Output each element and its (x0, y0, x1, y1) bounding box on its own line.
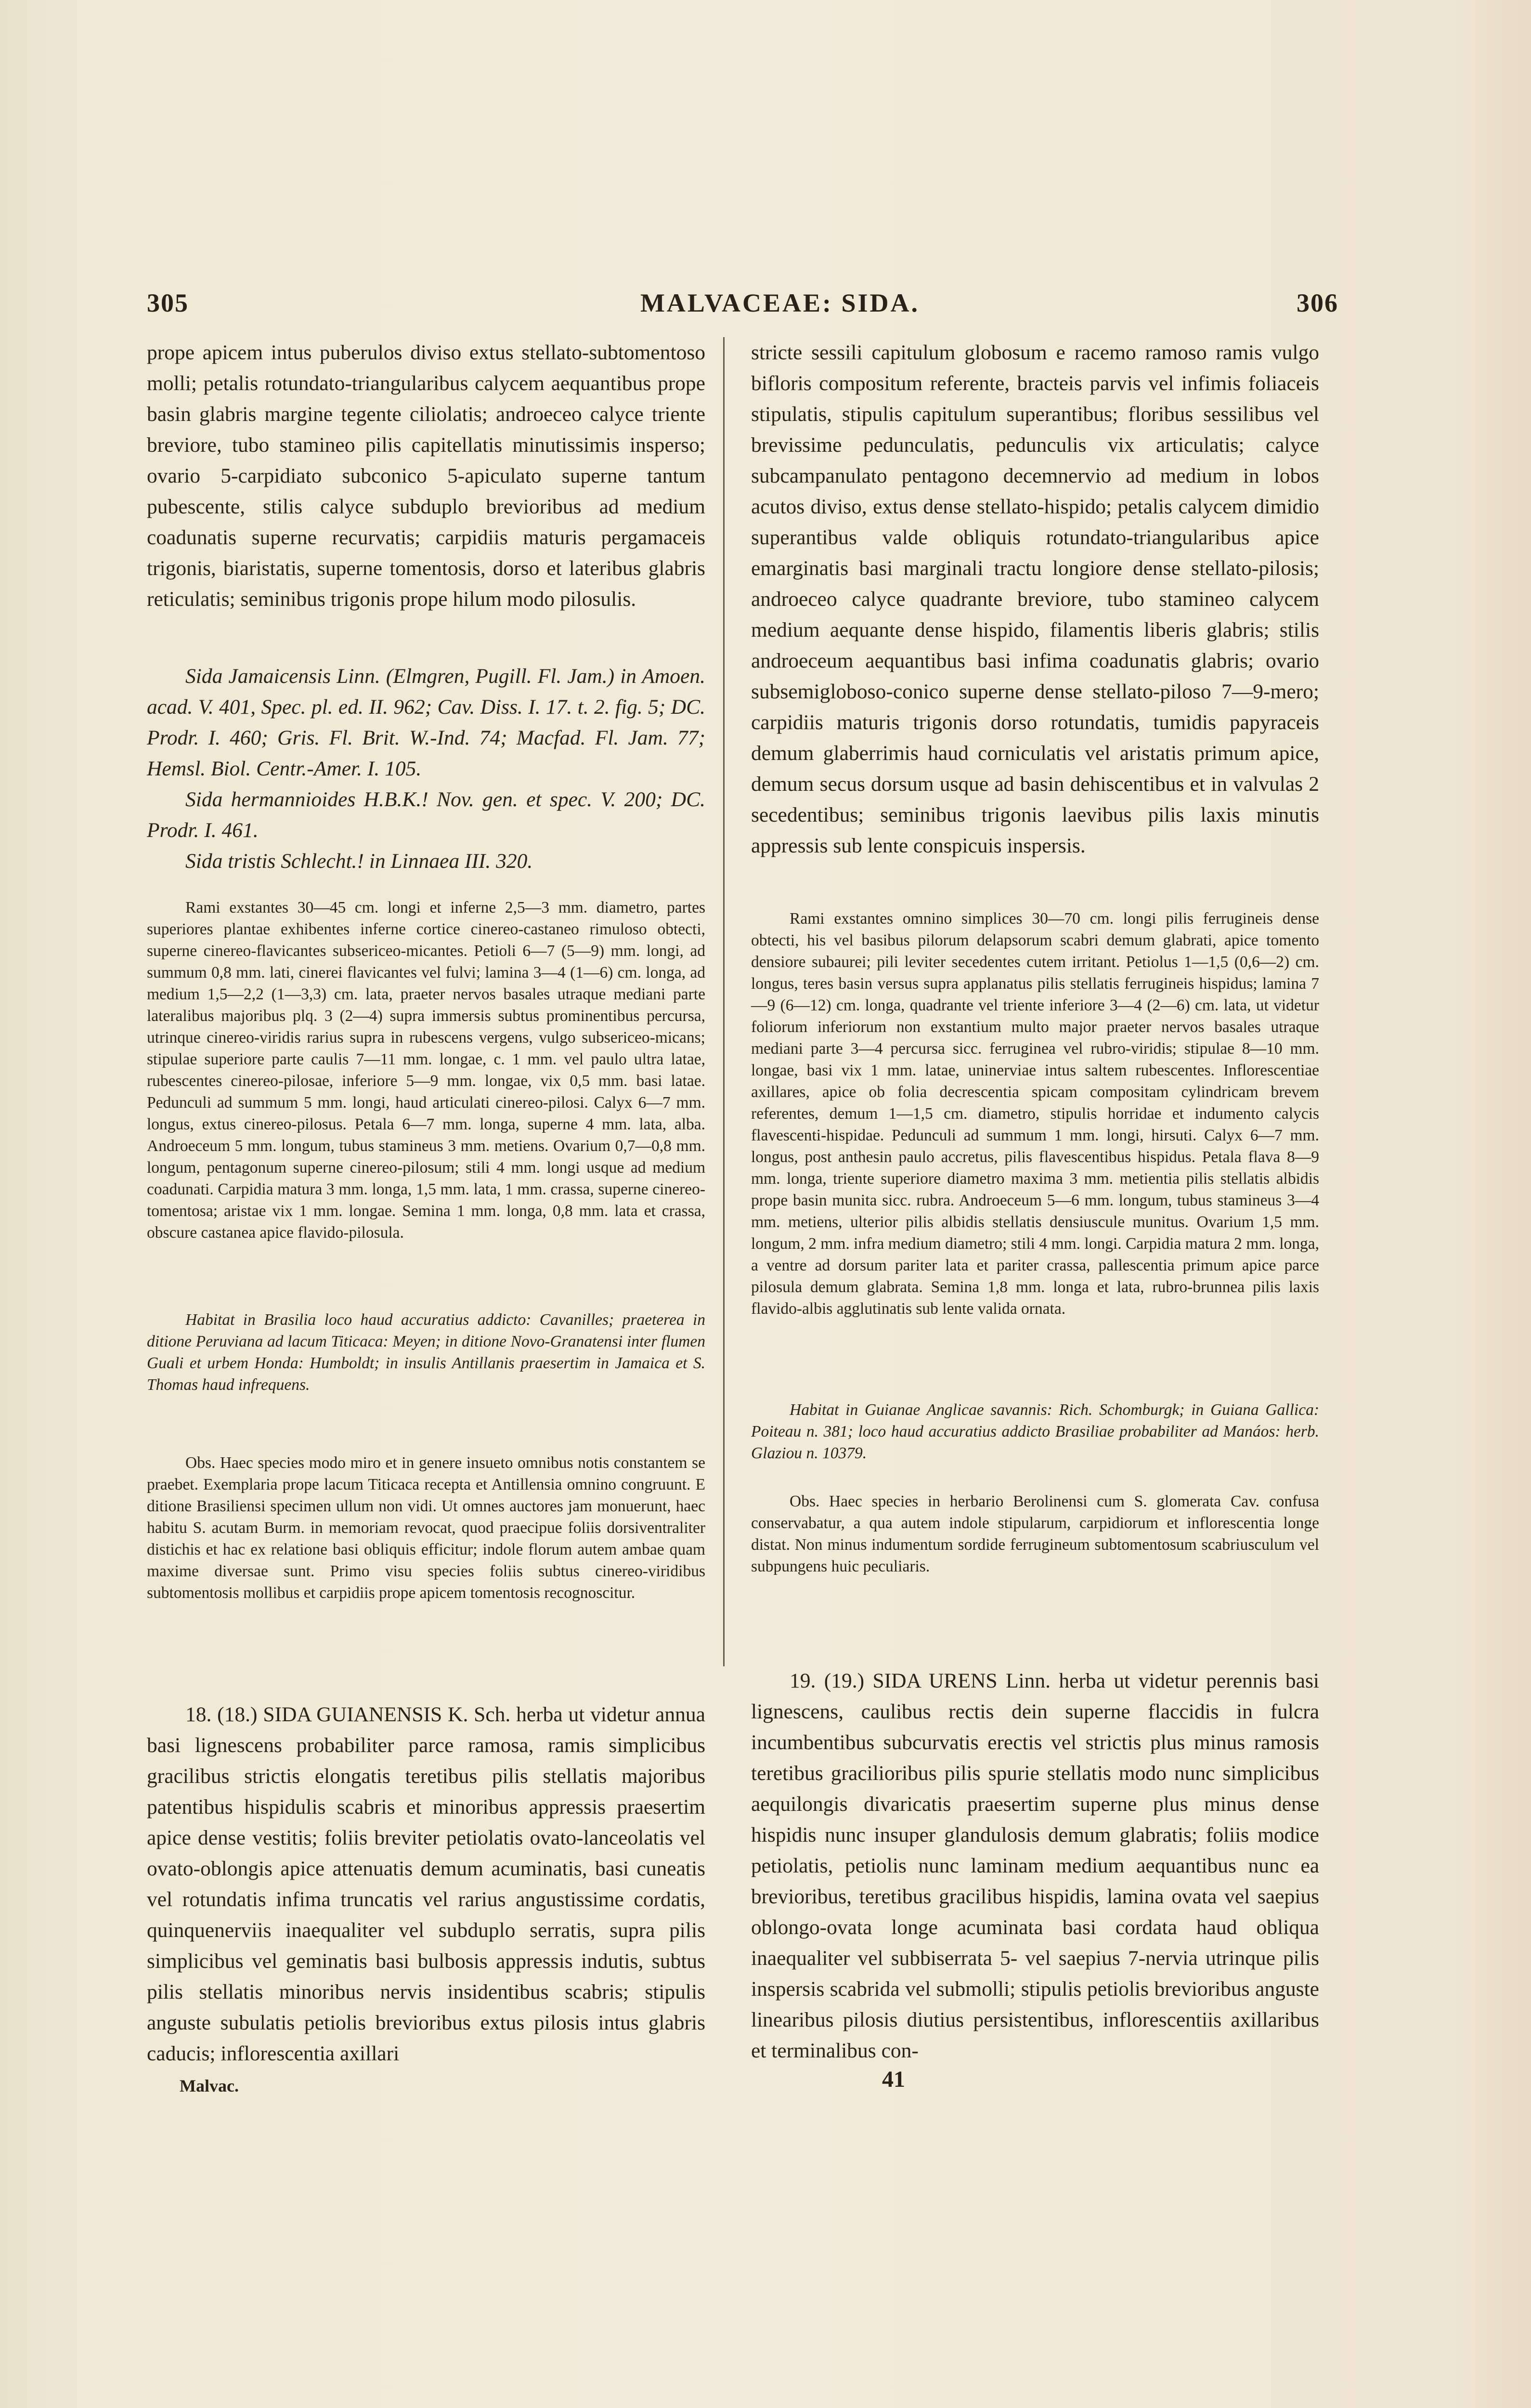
observation-paragraph: Obs. Haec species modo miro et in genere insueto omnibus notis constantem se praebet. Exemplaria prope lacum Titicaca recepta et Antillensia omnino congruunt. E ditione Brasiliensi specimen ullum non vidi. Ut omnes auctores jam monuerunt, haec habitu S. acutam Burm. in memoriam revocat, quod praecipue foliis dorsiventraliter distichis et hac ex relatione basi obliquis efficitur; indole florum autem ambae quam maxime diversae sunt. Primo visu species foliis subtus cinereo-viridibus subtomentosis mollibus et carpidiis prope apicem tomentosis recognoscitur. (147, 1454, 705, 1602)
synonym-jamaicensis: Sida Jamaicensis Linn. (Elmgren, Pugill. Fl. Jam.) in Amoen. acad. V. 401, Spec. pl. ed. II. 962; Cav. Diss. I. 17. t. 2. fig. 5; DC. Prodr. I. 460; Gris. Fl. Brit. W.-Ind. 74; Macfad. Fl. Jam. 77; Hemsl. Biol. Centr.-Amer. I. 105. (147, 665, 705, 780)
right-intro-paragraph: stricte sessili capitulum globosum e racemo ramoso ramis vulgo bifloris compositum referente, bracteis parvis vel infimis foliaceis stipulatis, stipulis capitulum superantibus; floribus sessilibus vel brevissime pedunculatis, pedunculis vix articulatis; calyce subcampanulato pentagono decemnervio ad medium in lobos acutos diviso, extus dense stellato-hispido; petalis calycem dimidio superantibus valde obliquis rotundato-triangularibus apice emarginatis basi marginali tractu longiore dense stellato-pilosis; androeceo calyce quadrante breviore, tubo stamineo calycem medium aequante dense hispido, filamentis liberis glabris; stilis androeceum aequantibus basi infima coadunatis glabris; ovario subsemigloboso-conico superne dense stellato-piloso 7—9-mero; carpidiis maturis trigonis dorso rotundatis, tumidis papyraceis demum glaberrimis haud corniculatis vel aristatis primum apice, demum secus dorsum usque ad basin dehiscentibus et in valvulas 2 secedentibus; seminibus trigonis laevibus pilis laxis minutis appressis sub lente conspicuis inspersis. (751, 341, 1319, 857)
synonym-tristis: Sida tristis Schlecht.! in Linnaea III. 320. (185, 850, 533, 873)
left-habitat (147, 1309, 705, 1396)
left-intro-paragraph: prope apicem intus puberulos diviso extus stellato-subtomentoso molli; petalis rotundato-triangularibus calycem aequantibus prope basin glabris margine tegente ciliolatis; androeceo calyce triente breviore, tubo stamineo pilis capitellatis minutissimis insperso; ovario 5-carpidiato subconico 5-apiculato superne tantum pubescente, stilis calyce subduplo brevioribus ad medium coadunatis superne recurvatis; carpidiis maturis pergamaceis trigonis, biaristatis, superne tomentosis, dorso et lateribus glabris reticulatis; seminibus trigonis prope hilum modo pilosulis. (147, 341, 705, 611)
description-paragraph: Rami exstantes omnino simplices 30—70 cm. longi pilis ferrugineis dense obtecti, his vel basibus pilorum delapsorum scabri demum glabrati, apice tomento densiore subaurei; pili leviter secedentes cutem irritant. Petiolus 1—1,5 (0,6—2) cm. longus, teres basin versus supra applanatus pilis stellatis ferrugineis hispidus; lamina 7—9 (6—12) cm. longa, quadrante vel triente inferiore 3—4 (2—6) cm. lata, ut videtur foliorum inferiorum non exstantium multo major praeter nervos basales utraque mediani parte 3—4 percursa sicc. ferruginea vel rubro-viridis; stipulae 8—10 mm. longae, basi vix 1 mm. latae, uninerviae intus saltem rubescentes. Inflorescentiae axillares, apice ob folia decrescentia spicam compositam cylindricam brevem referentes, demum 1—1,5 cm. diametro, stipulis horridae et indumento calycis flavescenti-hispidae. Pedunculi ad summum 1 mm. longi, hirsuti. Calyx 6—7 mm. longus, post anthesin paulo accretus, pilis flavescentibus hispidus. Petala flava 8—9 mm. longa, triente superiore diametro maxima 3 mm. metientia pilis stellatis albidis prope basin munita sicc. rubra. Androeceum 5—6 mm. longum, tubus stamineus 3—4 mm. metiens, ulterior pilis albidis stellatis densiuscule munitus. Ovarium 1,5 mm. longum, 2 mm. infra medium diametro; stili 4 mm. longi. Carpidia matura 2 mm. longa, a ventre ad dorsum pariter lata et pariter crassa, pallescentia primum apice parce pilosula demum glabrata. Semina 1,8 mm. longa et lata, rubro-brunnea pilis laxis flavido-albis agglutinatis sub lente valida ornata. (751, 910, 1319, 1318)
left-synonyms (147, 661, 705, 877)
signature-mark: Malvac. (180, 2076, 239, 2095)
left-observation (147, 1452, 705, 1604)
left-page-number: 305 (147, 288, 189, 317)
synonym-hermannioides: Sida hermannioides H.B.K.! Nov. gen. et spec. V. 200; DC. Prodr. I. 461. (147, 788, 705, 842)
description-paragraph: Rami exstantes 30—45 cm. longi et inferne 2,5—3 mm. diametro, partes superiores plantae exhibentes inferne cortice cinereo-castaneo rimuloso obtecti, superne cinereo-flavicantes subsericeo-micantes. Petioli 6—7 (5—9) mm. longi, ad summum 0,8 mm. lati, cinerei flavicantes vel fulvi; lamina 3—4 (1—6) cm. longa, ad medium 1,5—2,2 (1—3,3) cm. lata, praeter nervos basales utraque mediani parte lateralibus majoribus plq. 3 (2—4) supra immersis subtus prominentibus percursa, utrinque cinereo-viridis rarius supra in rubescens vergens, vulgo subsericeo-micans; stipulae superiore parte caulis 7—11 mm. longae, c. 1 mm. vel paulo ultra latae, rubescentes cinereo-pilosae, inferiore 5—9 mm. longae, vix 0,5 mm. basi latae. Pedunculi ad summum 5 mm. longi, haud articulati cinereo-pilosi. Calyx 6—7 mm. longus, extus cinereo-pilosus. Petala 6—7 mm. longa, superne 4 mm. lata, alba. Androeceum 5 mm. longum, tubus stamineus 3 mm. metiens. Ovarium 0,7—0,8 mm. longum, pentagonum superne cinereo-pilosum; stili 4 mm. longi usque ad medium coadunati. Carpidia matura 3 mm. longa, 1,5 mm. lata, 1 mm. crassa, superne cinereo-tomentosa; aristae vix 1 mm. longae. Semina 1 mm. longa, 0,8 mm. lata et crassa, obscure castanea apice flavido-pilosula. (147, 899, 705, 1242)
column-divider (723, 337, 725, 1666)
species-18-description: 18. (18.) SIDA GUIANENSIS K. Sch. herba ut videtur annua basi lignescens probabiliter parce ramosa, ramis simplicibus gracilibus strictis elongatis teretibus pilis stellatis majoribus patentibus hispidulis scabris et minoribus appressis praesertim apice dense vestitis; foliis breviter petiolatis ovato-lanceolatis vel ovato-oblongis apice attenuatis demum acuminatis, basi cuneatis vel rotundatis infima truncatis vel rarius angustissime cordatis, quinquenerviis inaequaliter vel subduplo serratis, supra pilis simplicibus vel geminatis basi bulbosis appressis indutis, subtus pilis stellatis minoribus nervis insidentibus scabris; stipulis anguste subulatis petiolis brevioribus extus pilosis intus glabris caducis; inflorescentia axillari (147, 1703, 705, 2065)
species-19-description: 19. (19.) SIDA URENS Linn. herba ut videtur perennis basi lignescens, caulibus rectis dein superne flaccidis in fulcra incumbentibus subcurvatis erectis vel strictis plus minus ramosis teretibus gracilioribus pilis spurie stellatis modo nunc simplicibus aequilongis divaricatis praesertim superne plus minus dense hispidis nunc insuper glandulosis demum glabratis; foliis modice petiolatis, petiolis nunc laminam medium aequantibus nunc ea brevioribus, teretibus gracilibus hispidis, lamina ovata vel saepius oblongo-ovata longe acuminata basi cordata haud obliqua inaequaliter vel subbiserrata 5- vel saepius 7-nervia utrinque pilis inspersis scabrida vel submolli; stipulis petiolis brevioribus anguste linearibus pilosis diutius persistentibus, inflorescentiis axillaribus et terminalibus con- (751, 1669, 1319, 2062)
right-habitat (751, 1399, 1319, 1464)
observation-paragraph: Obs. Haec species in herbario Berolinensi cum S. glomerata Cav. confusa conservabatur, a qua autem indole stipularum, carpidiorum et inflorescentia longe distat. Non minus indumentum sordide ferrugineum subtomentosum scabriusculum vel subpungens huic peculiaris. (751, 1492, 1319, 1575)
habitat-paragraph: Habitat in Brasilia loco haud accuratius addicto: Cavanilles; praeterea in ditione Peruviana ad lacum Titicaca: Meyen; in ditione Novo-Granatensi inter flumen Guali et urbem Honda: Humboldt; in insulis Antillanis praesertim in Jamaica et S. Thomas haud infrequens. (147, 1311, 705, 1394)
right-page-number: 306 (1297, 288, 1338, 317)
habitat-paragraph: Habitat in Guianae Anglicae savannis: Rich. Schomburgk; in Guiana Gallica: Poiteau n. 381; loco haud accuratius addicto Brasiliae probabiliter ad Manáos: herb. Glaziou n. 10379. (751, 1401, 1319, 1462)
left-description (147, 897, 705, 1243)
right-description (751, 908, 1319, 1320)
right-observation (751, 1491, 1319, 1577)
species-18 (147, 1699, 705, 2069)
species-19 (751, 1665, 1319, 2066)
right-column (751, 337, 1319, 861)
left-column (147, 337, 705, 615)
signature-page-number: 41 (882, 2067, 905, 2092)
running-title: MALVACEAE: SIDA. (640, 288, 920, 317)
